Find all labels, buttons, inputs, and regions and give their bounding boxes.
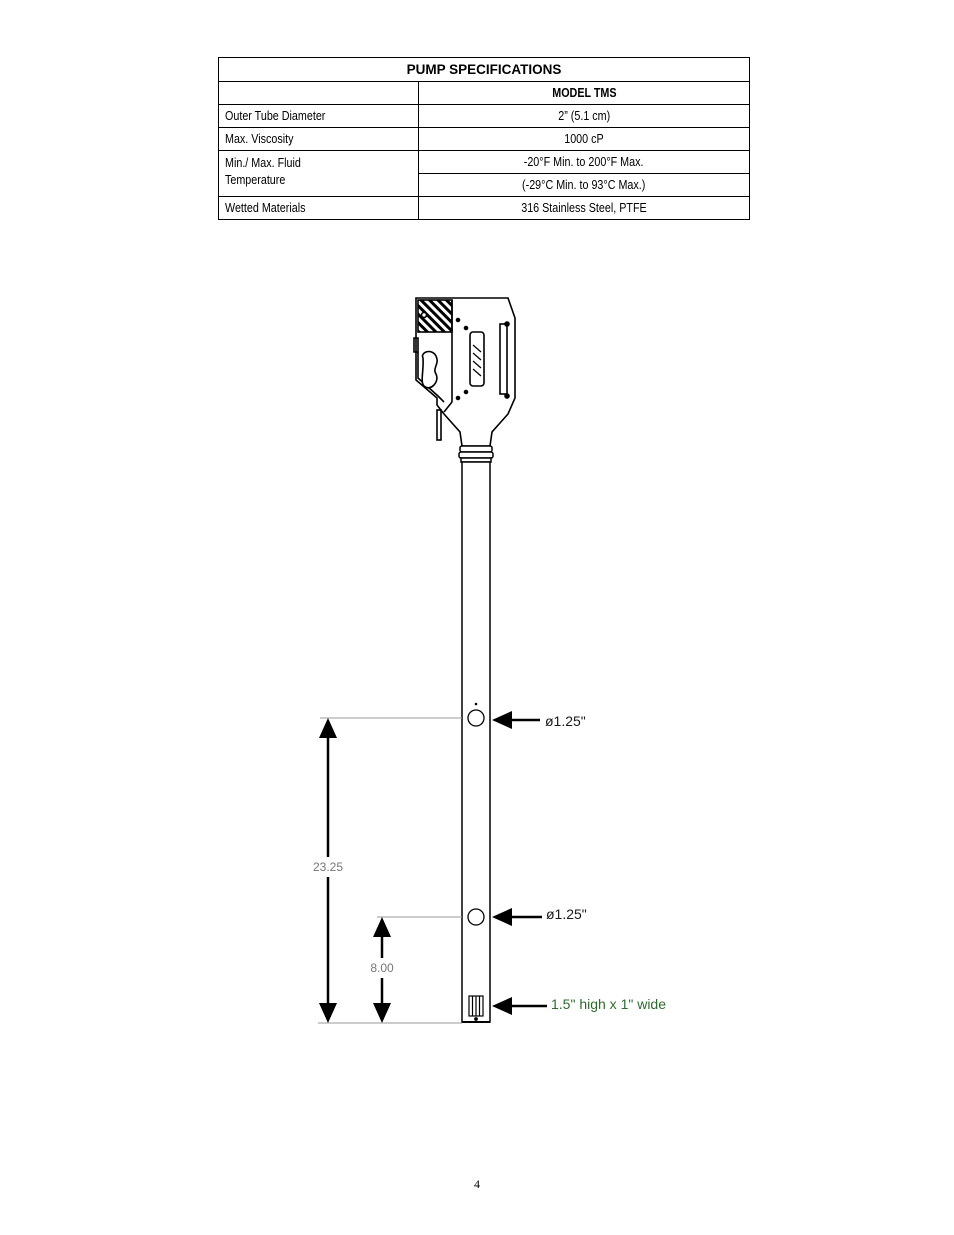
- model-header: MODEL TMS: [419, 82, 750, 105]
- arrow-left-icon: [492, 997, 512, 1015]
- handle-grip-icon: [422, 352, 437, 388]
- row-value: 316 Stainless Steel, PTFE: [419, 197, 750, 220]
- arrow-up-icon: [373, 917, 391, 937]
- row-value-fahrenheit: -20°F Min. to 200°F Max.: [419, 151, 750, 174]
- outer-tube: [462, 462, 490, 1022]
- row-label: Min./ Max. Fluid Temperature: [219, 151, 419, 197]
- row-value: 2” (5.1 cm): [419, 105, 750, 128]
- upper-hole: [468, 710, 484, 726]
- dimension-lower: [370, 917, 394, 1023]
- arrow-left-icon: [492, 908, 512, 926]
- row-label: Max. Viscosity: [219, 128, 419, 151]
- row-label: Outer Tube Diameter: [219, 105, 419, 128]
- lower-hole: [468, 909, 484, 925]
- switch-window: [470, 332, 484, 386]
- dimension-total-label: 23.25: [312, 860, 344, 874]
- page-number: 4: [474, 1177, 480, 1191]
- row-label: Wetted Materials: [219, 197, 419, 220]
- row-value: 1000 cP: [419, 128, 750, 151]
- motor-head: [414, 298, 515, 446]
- upper-hole-marker: [475, 703, 478, 706]
- arrow-left-icon: [492, 711, 512, 729]
- lower-hole-callout: ø1.25": [546, 906, 587, 922]
- callout-upper-hole: [492, 711, 586, 729]
- row-value-celsius: (-29°C Min. to 93°C Max.): [419, 174, 750, 197]
- arrow-down-icon: [319, 1003, 337, 1023]
- dimension-total: [313, 718, 343, 1023]
- table-title: PUMP SPECIFICATIONS: [219, 58, 750, 82]
- dimension-lower-label: 8.00: [370, 961, 394, 975]
- slot-callout: 1.5" high x 1" wide: [551, 996, 667, 1012]
- arrow-down-icon: [373, 1003, 391, 1023]
- arrow-up-icon: [319, 718, 337, 738]
- callout-slot: [492, 996, 666, 1015]
- upper-hole-callout: ø1.25": [545, 713, 586, 729]
- callout-lower-hole: [492, 906, 587, 926]
- collar: [459, 446, 493, 462]
